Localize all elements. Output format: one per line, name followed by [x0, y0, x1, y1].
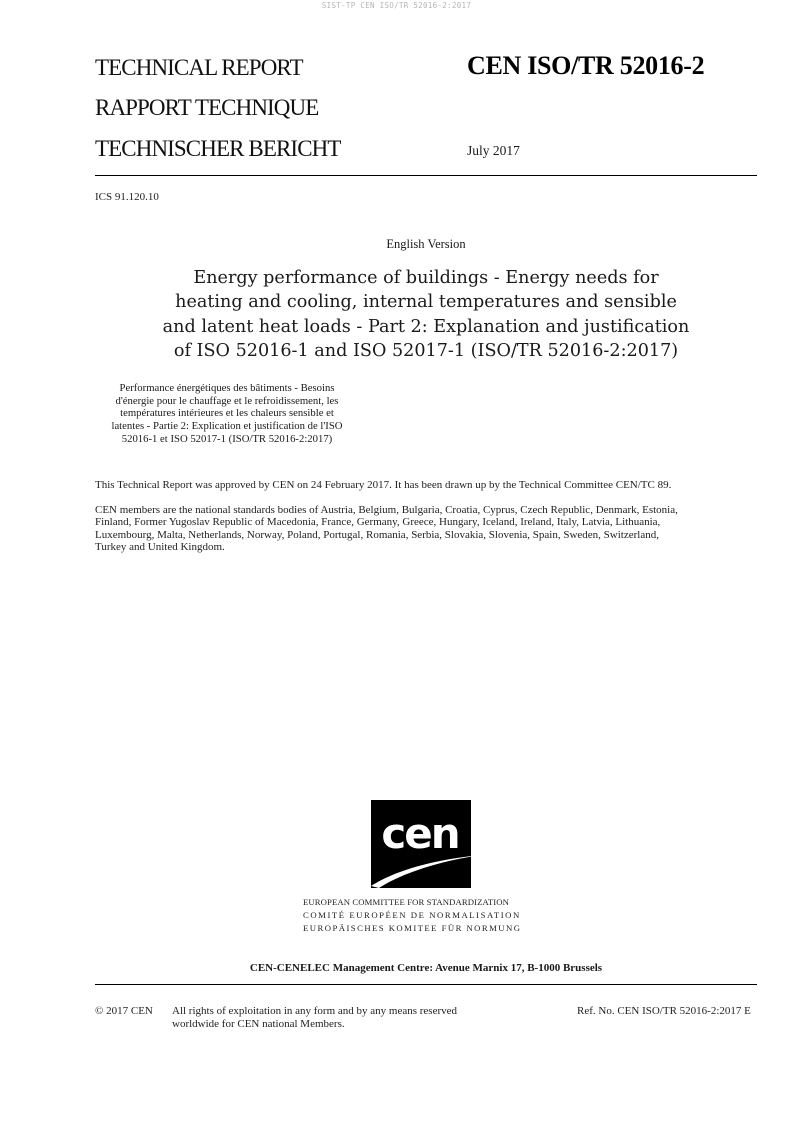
french-title [95, 382, 359, 446]
ics-code: ICS 91.120.10 [95, 191, 159, 203]
standard-number: CEN ISO/TR 52016-2 [467, 51, 705, 80]
report-type-en: TECHNICAL REPORT [95, 55, 303, 80]
report-type-de: TECHNISCHER BERICHT [95, 136, 341, 161]
title-line: Energy performance of buildings - Energy needs for [193, 268, 659, 288]
organization-name-de: EUROPÄISCHES KOMITEE FÜR NORMUNG [303, 923, 522, 933]
management-centre-address: CEN-CENELEC Management Centre: Avenue Marnix 17, B-1000 Brussels [249, 962, 603, 974]
approval-statement: This Technical Report was approved by CEN on 24 February 2017. It has been drawn up by the Technical Committee CEN/TC 89. [95, 479, 672, 491]
french-title-line: températures intérieures et les chaleurs sensible et [120, 407, 334, 420]
rights-line: worldwide for CEN national Members. [172, 1018, 345, 1030]
french-title-line: latentes - Partie 2: Explication et justification de l'ISO [111, 420, 343, 433]
members-line: Turkey and United Kingdom. [95, 541, 225, 554]
rights-line: All rights of exploitation in any form and by any means reserved [172, 1005, 458, 1017]
reference-number: Ref. No. CEN ISO/TR 52016-2:2017 E [577, 1005, 751, 1017]
members-line: CEN members are the national standards bodies of Austria, Belgium, Bulgaria, Croatia, Cyprus, Czech Republic, Denmark, Estonia, [95, 504, 678, 516]
footer-divider [95, 984, 757, 985]
organization-names [303, 896, 521, 935]
french-title-line: 52016-1 et ISO 52017-1 (ISO/TR 52016-2:2017) [121, 432, 333, 445]
title-line: and latent heat loads - Part 2: Explanation and justification [162, 316, 690, 337]
organization-name-en: EUROPEAN COMMITTEE FOR STANDARDIZATION [303, 897, 510, 907]
copyright: © 2017 CEN [95, 1005, 153, 1017]
document-title [140, 266, 712, 363]
title-line: of ISO 52016-1 and ISO 52017-1 (ISO/TR 52016-2:2017) [173, 340, 679, 361]
members-statement [95, 504, 761, 554]
version-label: English Version [386, 237, 466, 251]
header-divider [95, 175, 757, 176]
french-title-line: d'énergie pour le chauffage et le refroidissement, les [115, 394, 339, 407]
members-line: Finland, Former Yugoslav Republic of Macedonia, France, Germany, Greece, Hungary, Iceland, Ireland, Italy, Latvia, Lithuania, [95, 516, 661, 529]
report-type-fr: RAPPORT TECHNIQUE [95, 95, 319, 120]
cen-logo-text: cen [381, 809, 459, 858]
members-line: Luxembourg, Malta, Netherlands, Norway, Poland, Portugal, Romania, Serbia, Slovakia, Slovenia, Spain, Sweden, Switzerland, [95, 528, 659, 541]
watermark: SIST-TP CEN ISO/TR 52016-2:2017 [321, 1, 472, 10]
french-title-line: Performance énergétiques des bâtiments - Besoins [119, 382, 335, 394]
organization-name-fr: COMITÉ EUROPÉEN DE NORMALISATION [303, 910, 521, 920]
publication-date: July 2017 [467, 143, 520, 158]
cen-logo-icon [371, 800, 481, 888]
title-line: heating and cooling, internal temperatures and sensible [175, 292, 677, 313]
rights-statement [172, 1005, 457, 1031]
